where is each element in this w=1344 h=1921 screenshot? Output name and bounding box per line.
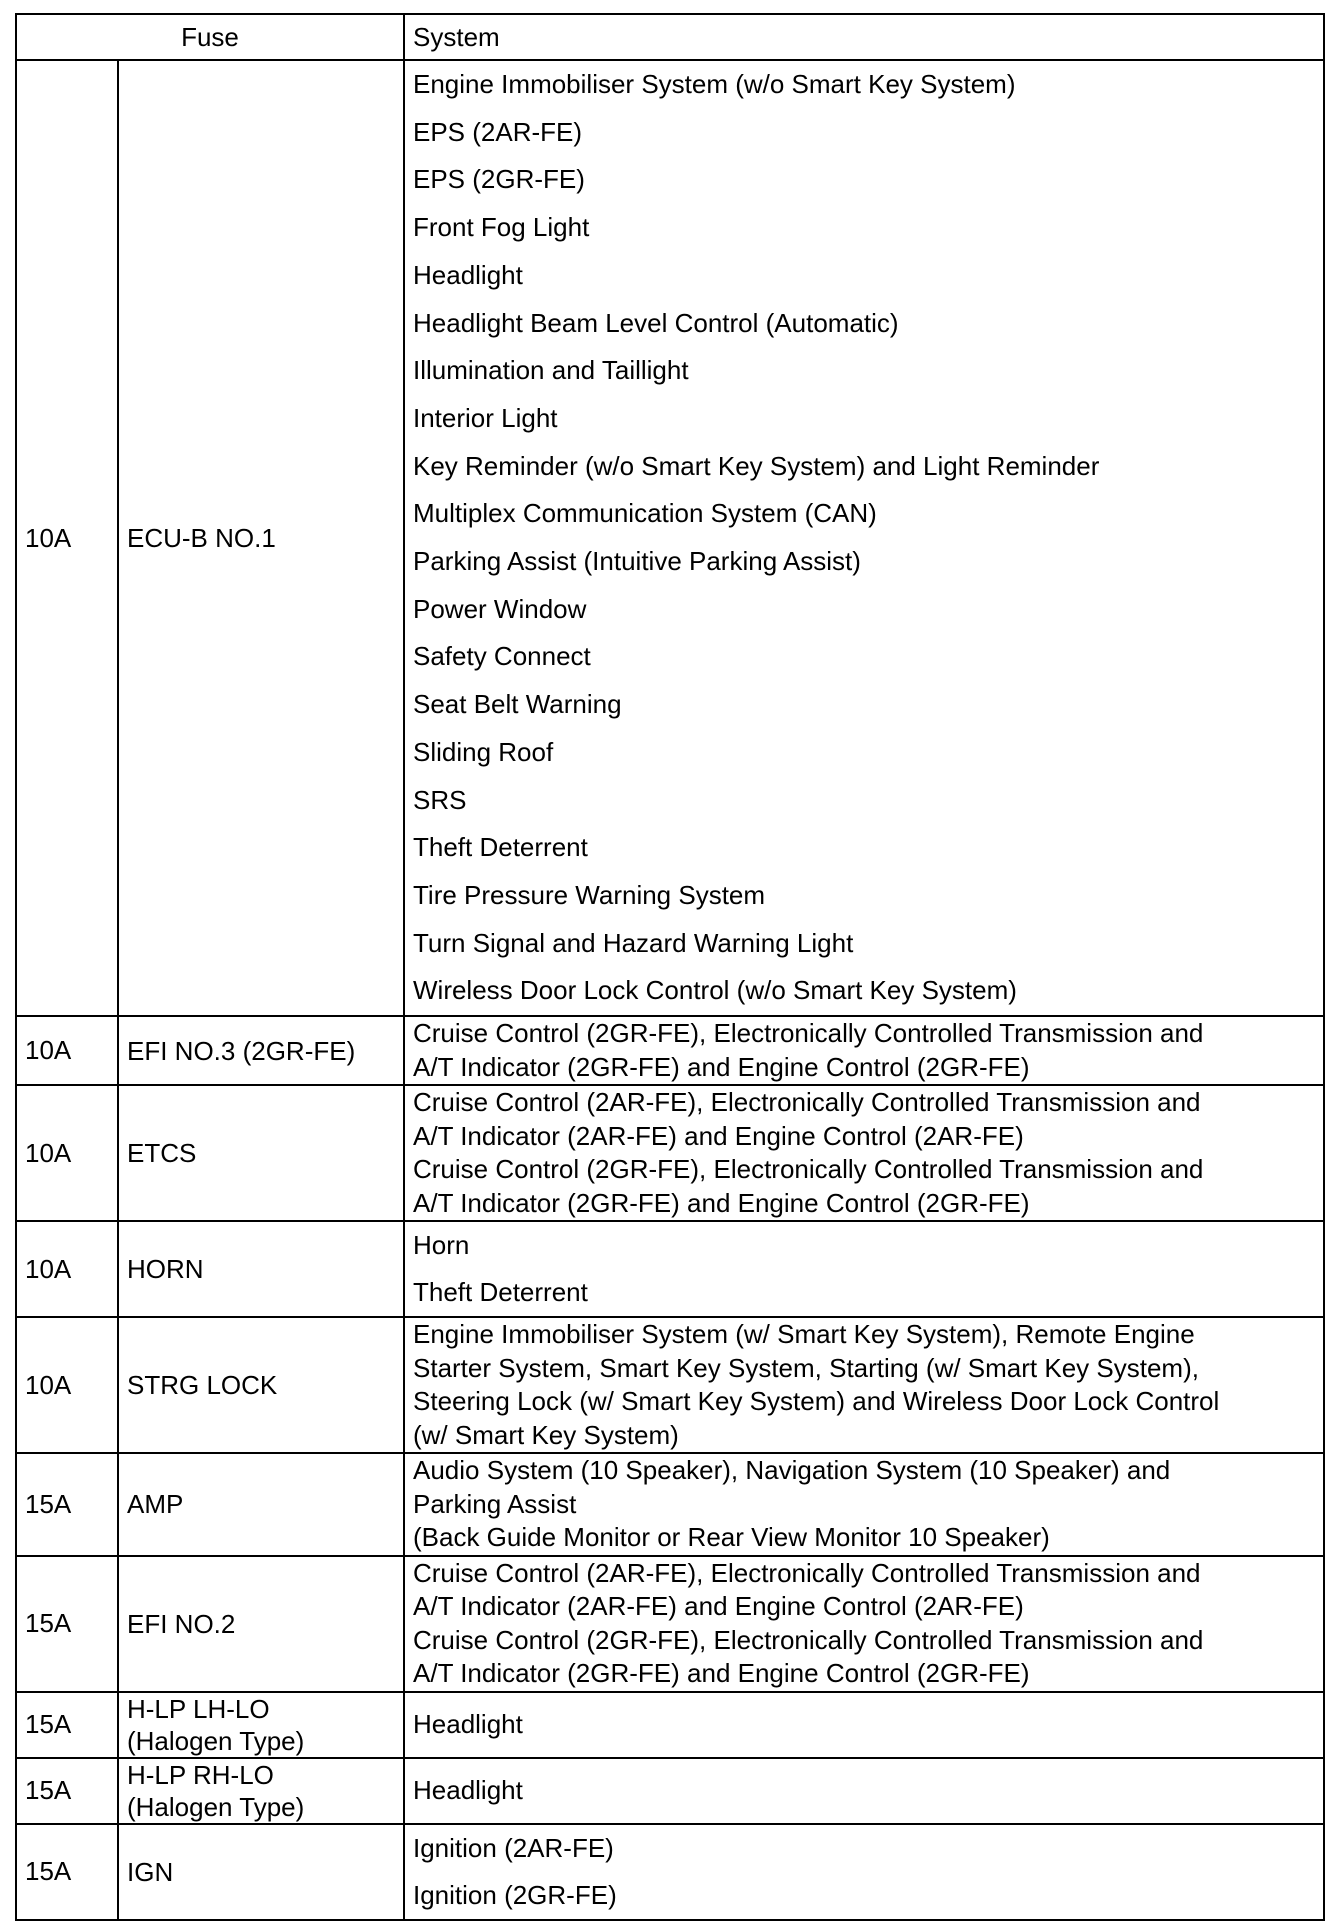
system-entry: Starter System, Smart Key System, Starting (w/ Smart Key System), [413, 1352, 1199, 1383]
system-header: System [404, 14, 1324, 60]
system-entry: Sliding Roof [413, 736, 554, 767]
system-entry: EPS (2AR-FE) [413, 116, 583, 147]
system-entry: Safety Connect [413, 641, 591, 672]
system-entry: Cruise Control (2AR-FE), Electronically Controlled Transmission and [413, 1087, 1201, 1118]
system-entry: Steering Lock (w/ Smart Key System) and Wireless Door Lock Control [413, 1386, 1220, 1417]
fuse-name [118, 60, 404, 1016]
fuse-systems [404, 1016, 1324, 1085]
system-entry: Key Reminder (w/o Smart Key System) and Light Reminder [413, 450, 1100, 481]
system-entry: Cruise Control (2AR-FE), Electronically Controlled Transmission and [413, 1557, 1201, 1588]
system-entry: Headlight Beam Level Control (Automatic) [413, 307, 899, 338]
fuse-name [118, 1453, 404, 1556]
fuse-systems [404, 1692, 1324, 1758]
fuse-row [16, 1016, 1324, 1085]
system-entry: Parking Assist (Intuitive Parking Assist) [413, 546, 861, 577]
system-entry: Cruise Control (2GR-FE), Electronically Controlled Transmission and [413, 1624, 1204, 1655]
fuse-name [118, 1824, 404, 1920]
system-entry: Interior Light [413, 402, 558, 433]
fuse-systems [404, 1317, 1324, 1453]
fuse-name-line: H-LP LH-LO [127, 1693, 270, 1724]
fuse-systems [404, 60, 1324, 1016]
system-entry: Parking Assist [413, 1488, 577, 1519]
fuse-name [118, 1317, 404, 1453]
system-entry: Wireless Door Lock Control (w/o Smart Key System) [413, 975, 1017, 1006]
fuse-row [16, 1317, 1324, 1453]
system-entry: SRS [413, 784, 467, 815]
fuse-name [118, 1758, 404, 1824]
fuse-amperage: 15A [16, 1824, 118, 1920]
system-entry: Front Fog Light [413, 212, 590, 243]
system-entry: EPS (2GR-FE) [413, 164, 585, 195]
fuse-name-line: H-LP RH-LO [127, 1759, 274, 1790]
fuse-systems [404, 1221, 1324, 1317]
system-entry: (Back Guide Monitor or Rear View Monitor 10 Speaker) [413, 1522, 1050, 1553]
fuse-row [16, 1221, 1324, 1317]
system-entry: Headlight [413, 1774, 523, 1805]
system-entry: Cruise Control (2GR-FE), Electronically Controlled Transmission and [413, 1154, 1204, 1185]
fuse-name-line: HORN [127, 1254, 204, 1285]
fuse-row [16, 1824, 1324, 1920]
system-entry: A/T Indicator (2AR-FE) and Engine Control (2AR-FE) [413, 1591, 1024, 1622]
system-entry: Engine Immobiliser System (w/ Smart Key System), Remote Engine [413, 1319, 1195, 1350]
system-entry: Headlight [413, 1708, 523, 1739]
system-entry: Horn [413, 1230, 470, 1261]
system-entry: Ignition (2AR-FE) [413, 1832, 614, 1863]
fuse-name [118, 1221, 404, 1317]
fuse-amperage: 15A [16, 1556, 118, 1692]
fuse-row [16, 1758, 1324, 1824]
system-entry: Ignition (2GR-FE) [413, 1879, 617, 1910]
header-row [16, 14, 1324, 60]
fuse-row [16, 1556, 1324, 1692]
fuse-name-line: STRG LOCK [127, 1370, 278, 1401]
fuse-row [16, 1692, 1324, 1758]
system-entry: Illumination and Taillight [413, 355, 689, 386]
fuse-amperage: 10A [16, 1085, 118, 1221]
fuse-name-line: IGN [127, 1856, 174, 1887]
fuse-amperage: 15A [16, 1758, 118, 1824]
fuse-amperage: 15A [16, 1453, 118, 1556]
fuse-name [118, 1016, 404, 1085]
system-entry: Tire Pressure Warning System [413, 879, 766, 910]
fuse-systems [404, 1556, 1324, 1692]
fuse-name-line: (Halogen Type) [127, 1791, 305, 1822]
fuse-systems [404, 1824, 1324, 1920]
system-entry: Seat Belt Warning [413, 689, 622, 720]
fuse-row [16, 60, 1324, 1016]
system-entry: Power Window [413, 593, 587, 624]
fuse-table-body [16, 60, 1324, 1920]
system-entry: Turn Signal and Hazard Warning Light [413, 927, 854, 958]
system-entry: A/T Indicator (2GR-FE) and Engine Control (2GR-FE) [413, 1658, 1030, 1689]
system-entry: Audio System (10 Speaker), Navigation System (10 Speaker) and [413, 1455, 1171, 1486]
fuse-amperage: 15A [16, 1692, 118, 1758]
fuse-table [15, 13, 1325, 1921]
fuse-header: Fuse [16, 14, 404, 60]
system-entry: A/T Indicator (2AR-FE) and Engine Control (2AR-FE) [413, 1120, 1024, 1151]
fuse-name [118, 1085, 404, 1221]
system-entry: (w/ Smart Key System) [413, 1419, 679, 1450]
fuse-systems [404, 1758, 1324, 1824]
system-entry: Multiplex Communication System (CAN) [413, 498, 877, 529]
fuse-amperage: 10A [16, 60, 118, 1016]
fuse-systems [404, 1085, 1324, 1221]
fuse-amperage: 10A [16, 1317, 118, 1453]
fuse-name-line: AMP [127, 1489, 184, 1520]
system-entry: A/T Indicator (2GR-FE) and Engine Control (2GR-FE) [413, 1051, 1030, 1082]
fuse-name [118, 1556, 404, 1692]
system-entry: Theft Deterrent [413, 1277, 588, 1308]
fuse-systems [404, 1453, 1324, 1556]
system-entry: Cruise Control (2GR-FE), Electronically Controlled Transmission and [413, 1018, 1204, 1049]
fuse-name-line: (Halogen Type) [127, 1725, 305, 1756]
fuse-name-line: ECU-B NO.1 [127, 523, 276, 554]
fuse-amperage: 10A [16, 1221, 118, 1317]
fuse-amperage: 10A [16, 1016, 118, 1085]
system-entry: Headlight [413, 259, 523, 290]
fuse-name-line: ETCS [127, 1138, 197, 1169]
fuse-row [16, 1453, 1324, 1556]
system-entry: Engine Immobiliser System (w/o Smart Key System) [413, 69, 1016, 99]
system-entry: A/T Indicator (2GR-FE) and Engine Control (2GR-FE) [413, 1187, 1030, 1218]
fuse-row [16, 1085, 1324, 1221]
system-entry: Theft Deterrent [413, 832, 588, 863]
fuse-name-line: EFI NO.3 (2GR-FE) [127, 1035, 356, 1066]
fuse-name-line: EFI NO.2 [127, 1608, 236, 1639]
fuse-name [118, 1692, 404, 1758]
